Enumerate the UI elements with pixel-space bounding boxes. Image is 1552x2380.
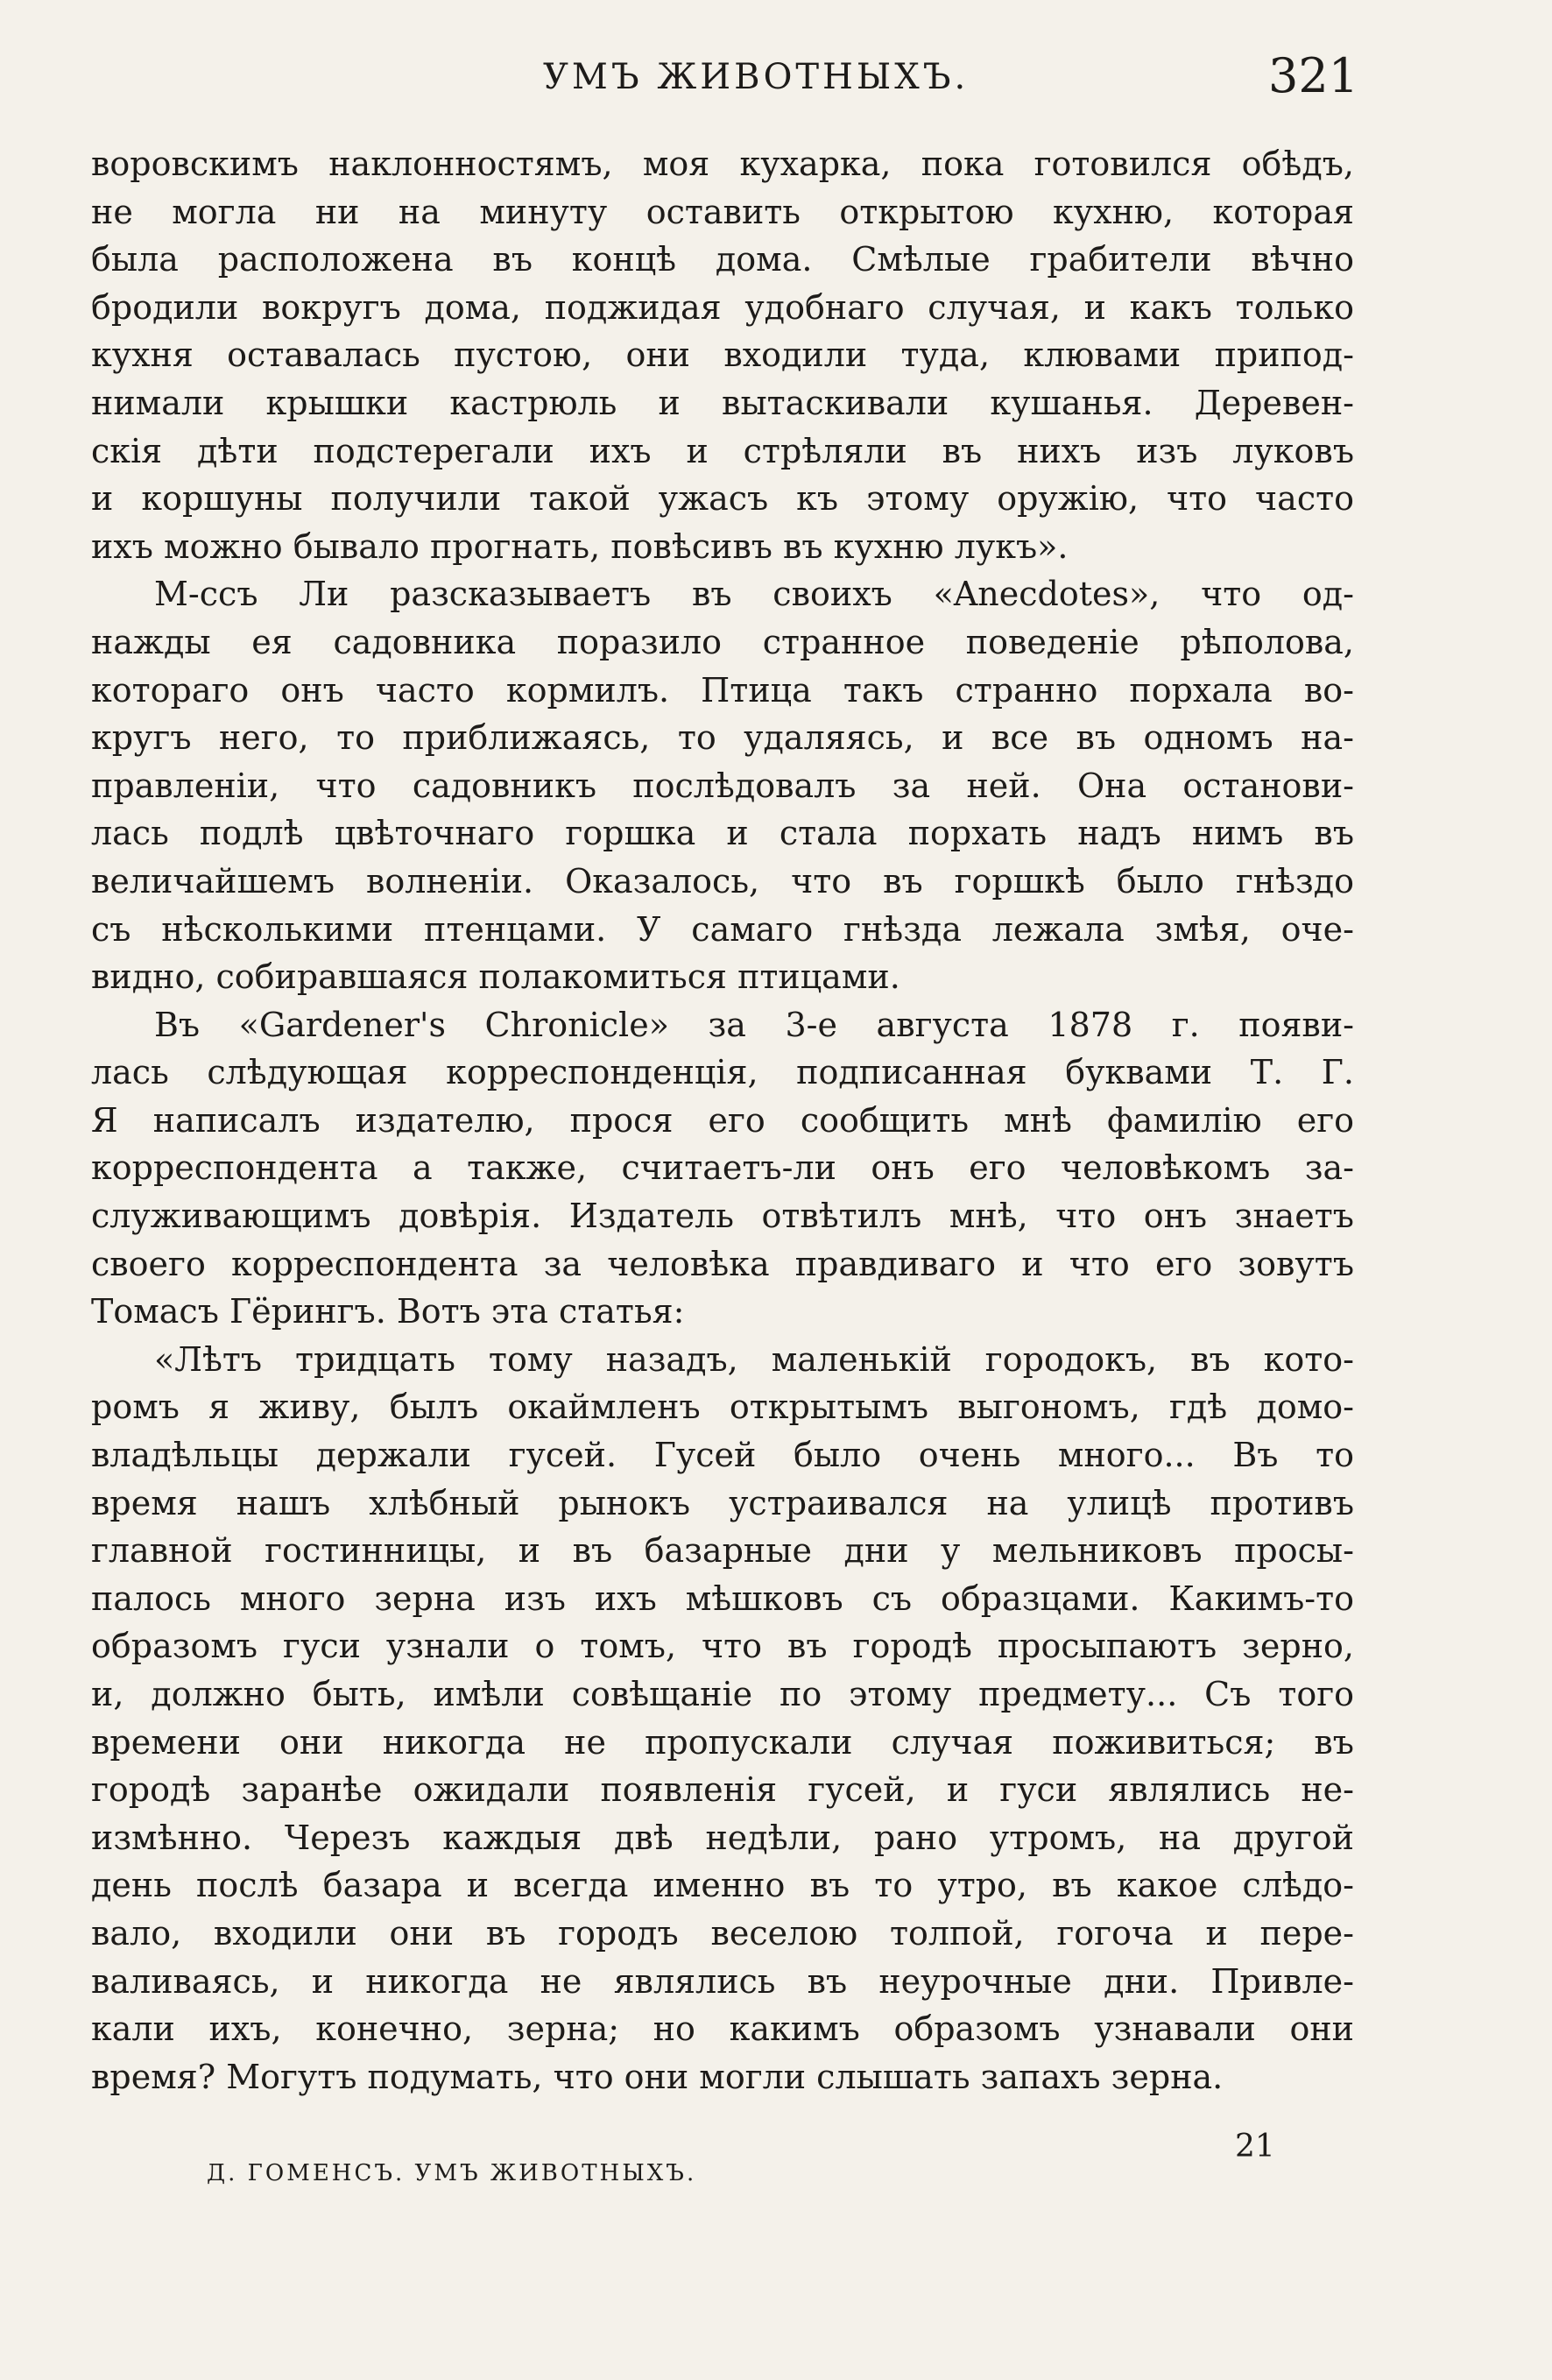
footer-text: Д. ГОМЕНСЪ. УМЪ ЖИВОТНЫХЪ. — [207, 2160, 697, 2186]
text-line: валиваясь, и никогда не являлись въ неурочные дни. Привле- — [91, 1961, 1354, 2001]
text-line: палось много зерна изъ ихъ мѣшковъ съ образцами. Какимъ-то — [91, 1578, 1354, 1618]
text-line: кругъ него, то приближаясь, то удаляясь, и все въ одномъ на- — [91, 718, 1354, 758]
text-line: корреспондента а также, считаетъ-ли онъ его человѣкомъ за- — [91, 1148, 1354, 1188]
body-text — [91, 140, 1354, 2101]
paragraph — [91, 1001, 1354, 1336]
text-line: время нашъ хлѣбный рынокъ устраивался на улицѣ противъ — [91, 1483, 1354, 1522]
paragraph — [91, 1336, 1354, 2101]
text-line: нимали крышки кастрюль и вытаскивали кушанья. Деревен- — [91, 383, 1354, 422]
text-line: ихъ можно бывало прогнать, повѣсивъ въ кухню лукъ». — [91, 526, 1069, 566]
text-line: правленіи, что садовникъ послѣдовалъ за ней. Она останови- — [91, 766, 1354, 805]
text-line: Я написалъ издателю, прося его сообщить мнѣ фамилію его — [91, 1100, 1354, 1140]
text-line: кали ихъ, конечно, зерна; но какимъ образомъ узнавали они — [91, 2009, 1354, 2049]
text-line: съ нѣсколькими птенцами. У самаго гнѣзда лежала змѣя, оче- — [91, 909, 1354, 949]
text-line: М-ссъ Ли разсказываетъ въ своихъ «Anecdotes», что од- — [154, 575, 1354, 614]
paragraph — [91, 570, 1354, 1000]
text-line: городѣ заранѣе ожидали появленія гусей, и гуси являлись не- — [91, 1770, 1354, 1810]
text-line: и коршуны получили такой ужасъ къ этому оружію, что часто — [91, 479, 1354, 519]
text-line: измѣнно. Черезъ каждыя двѣ недѣли, рано утромъ, на другой — [91, 1818, 1354, 1857]
text-line: Томасъ Гёрингъ. Вотъ эта статья: — [91, 1292, 685, 1331]
text-line: вало, входили они въ городъ веселою толпой, гогоча и пере- — [91, 1913, 1354, 1953]
text-line: главной гостинницы, и въ базарные дни у мельниковъ просы- — [91, 1531, 1354, 1571]
text-line: не могла ни на минуту оставить открытою кухню, которая — [91, 192, 1354, 231]
text-line: лась слѣдующая корреспонденція, подписанная буквами Т. Г. — [91, 1053, 1354, 1092]
text-line: видно, собиравшаяся полакомиться птицами. — [91, 957, 900, 997]
text-line: время? Могутъ подумать, что они могли слышать запахъ зерна. — [91, 2057, 1224, 2096]
running-head — [0, 48, 1552, 109]
page-footer — [0, 2129, 1552, 2199]
text-line: своего корреспондента за человѣка правдиваго и что его зовутъ — [91, 1244, 1354, 1283]
text-line: служивающимъ довѣрія. Издатель отвѣтилъ мнѣ, что онъ знаетъ — [91, 1197, 1354, 1236]
page-number: 321 — [1268, 48, 1359, 103]
text-line: и, должно быть, имѣли совѣщаніе по этому предмету... Съ того — [91, 1675, 1354, 1713]
text-line: величайшемъ волненіи. Оказалось, что въ горшкѣ было гнѣздо — [91, 861, 1354, 900]
text-line: воровскимъ наклонностямъ, моя кухарка, пока готовился обѣдъ, — [91, 145, 1354, 183]
signature-mark: 21 — [1235, 2129, 1275, 2165]
text-line: образомъ гуси узнали о томъ, что въ городѣ просыпаютъ зерно, — [91, 1627, 1354, 1666]
text-line: ромъ я живу, былъ окаймленъ открытымъ выгономъ, гдѣ домо- — [91, 1388, 1354, 1427]
running-title: УМЪ ЖИВОТНЫХЪ. — [543, 57, 970, 97]
text-line: лась подлѣ цвѣточнаго горшка и стала порхать надъ нимъ въ — [91, 814, 1354, 853]
text-line: была расположена въ концѣ дома. Смѣлые грабители вѣчно — [91, 240, 1354, 279]
text-line: бродили вокругъ дома, поджидая удобнаго случая, и какъ только — [91, 287, 1354, 327]
text-line: «Лѣтъ тридцать тому назадъ, маленькій городокъ, въ кото- — [154, 1339, 1354, 1379]
text-line: скія дѣти подстерегали ихъ и стрѣляли въ нихъ изъ луковъ — [91, 431, 1354, 470]
text-line: владѣльцы держали гусей. Гусей было очень много... Въ то — [91, 1436, 1354, 1475]
text-line: нажды ея садовника поразило странное поведеніе рѣполова, — [91, 622, 1354, 661]
paragraph — [91, 140, 1354, 570]
text-line: кухня оставалась пустою, они входили туда, клювами припод- — [91, 335, 1354, 375]
text-line: котораго онъ часто кормилъ. Птица такъ странно порхала во- — [91, 670, 1354, 710]
text-line: времени они никогда не пропускали случая поживиться; въ — [91, 1722, 1354, 1762]
text-line: Въ «Gardener's Chronicle» за 3-е августа 1878 г. появи- — [154, 1005, 1354, 1044]
text-line: день послѣ базара и всегда именно въ то утро, въ какое слѣдо- — [91, 1866, 1354, 1905]
